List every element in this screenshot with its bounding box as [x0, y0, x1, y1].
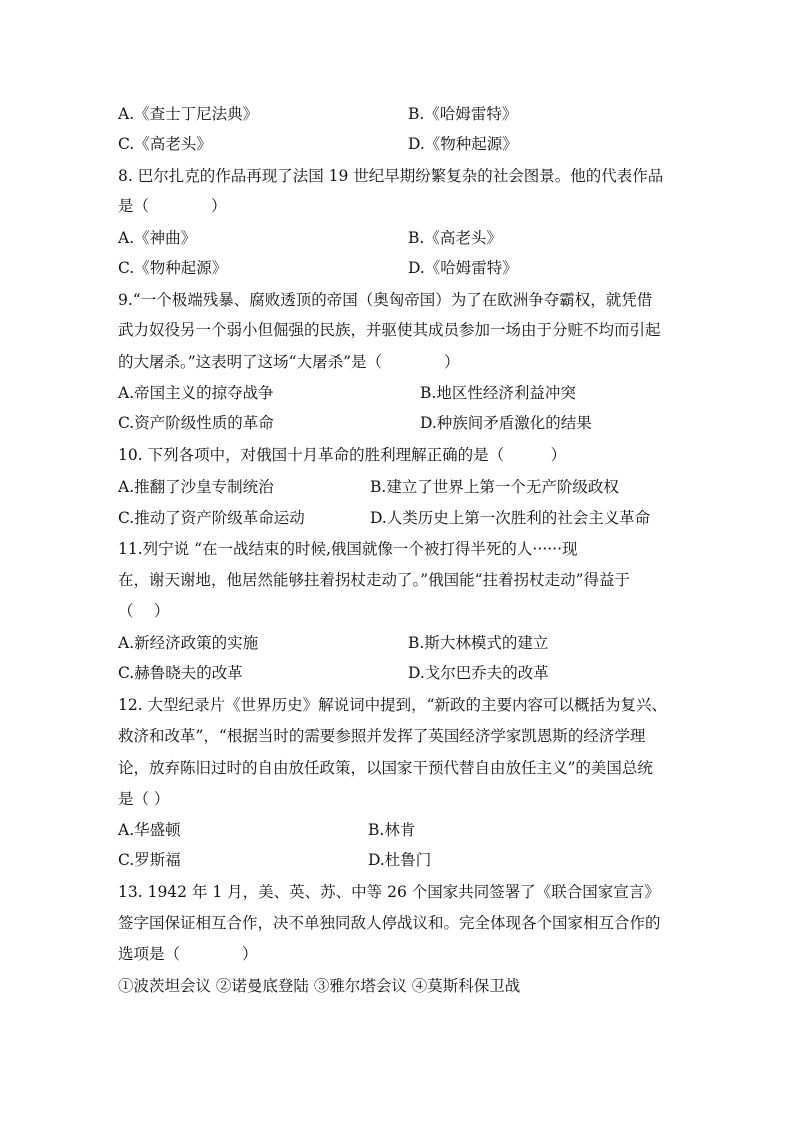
q12-stem-line4: 是（ ） — [118, 790, 170, 808]
q10-option-d: D.人类历史上第一次胜利的社会主义革命 — [370, 509, 651, 527]
q11-option-d: D.戈尔巴乔夫的改革 — [408, 664, 549, 682]
q12-option-c: C.罗斯福 — [118, 851, 181, 869]
q11-stem-line1: 11.列宁说 “在一战结束的时候,俄国就像一个被打得半死的人······现 — [118, 540, 578, 558]
q9-option-c: C.资产阶级性质的革命 — [118, 414, 274, 432]
q11-option-a: A.新经济政策的实施 — [118, 634, 259, 652]
q9-stem-line2: 武力奴役另一个弱小但倔强的民族，并驱使其成员参加一场由于分赃不均而引起 — [118, 321, 661, 339]
q9-option-b: B.地区性经济利益冲突 — [420, 384, 576, 402]
q10-option-a: A.推翻了沙皇专制统治 — [118, 478, 274, 496]
q8-stem-line2: 是（ ） — [118, 197, 227, 215]
q9-stem-line1: 9.“一个极端残暴、腐败透顶的帝国（奥匈帝国）为了在欧洲争夺霸权，就凭借 — [118, 291, 653, 309]
q8-stem-line1: 8. 巴尔扎克的作品再现了法国 19 世纪早期纷繁复杂的社会图景。他的代表作品 — [118, 167, 664, 185]
q11-stem-line2: 在，谢天谢地，他居然能够拄着拐杖走动了。”俄国能“拄着拐杖走动”得益于 — [118, 571, 631, 589]
q8-option-c: C.《物种起源》 — [118, 259, 228, 277]
q9-option-d: D.种族间矛盾激化的结果 — [420, 414, 592, 432]
q7-option-c: C.《高老头》 — [118, 135, 212, 153]
q8-option-d: D.《哈姆雷特》 — [408, 259, 518, 277]
q7-option-b: B.《哈姆雷特》 — [408, 105, 518, 123]
q9-option-a: A.帝国主义的掠夺战争 — [118, 384, 274, 402]
q13-stem-line2: 签字国保证相互合作，决不单独同敌人停战议和。完全体现各个国家相互合作的 — [118, 914, 661, 932]
q7-option-a: A.《查士丁尼法典》 — [118, 105, 259, 123]
q11-option-b: B.斯大林模式的建立 — [408, 634, 549, 652]
q8-option-a: A.《神曲》 — [118, 229, 197, 247]
q11-option-c: C.赫鲁晓夫的改革 — [118, 664, 243, 682]
q12-option-a: A.华盛顿 — [118, 821, 181, 839]
q12-stem-line1: 12. 大型纪录片《世界历史》解说词中提到，“新政的主要内容可以概括为复兴、 — [118, 696, 668, 714]
q12-stem-line3: 论，放弃陈旧过时的自由放任政策，以国家干预代替自由放任主义”的美国总统 — [118, 759, 653, 777]
q8-option-b: B.《高老头》 — [408, 229, 502, 247]
q9-stem-line3: 的大屠杀。”这表明了这场“大屠杀”是（ ） — [118, 353, 460, 371]
q12-stem-line2: 救济和改革”，“根据当时的需要参照并发挥了英国经济学家凯恩斯的经济学理 — [118, 727, 646, 745]
q12-option-b: B.林肯 — [368, 821, 416, 839]
q7-option-d: D.《物种起源》 — [408, 135, 518, 153]
q10-option-c: C.推动了资产阶级革命运动 — [118, 509, 305, 527]
q13-stem-line1: 13. 1942 年 1 月，美、英、苏、中等 26 个国家共同签署了《联合国家宣言》 — [118, 883, 660, 901]
q13-choices-list: ①波茨坦会议 ②诺曼底登陆 ③雅尔塔会议 ④莫斯科保卫战 — [118, 977, 521, 995]
q10-stem-line1: 10. 下列各项中，对俄国十月革命的胜利理解正确的是（ ） — [118, 446, 567, 464]
q13-stem-line3: 选项是（ ） — [118, 945, 258, 963]
q10-option-b: B.建立了世界上第一个无产阶级政权 — [370, 478, 619, 496]
q12-option-d: D.杜鲁门 — [368, 851, 432, 869]
q11-stem-line3: （ ） — [118, 602, 170, 620]
